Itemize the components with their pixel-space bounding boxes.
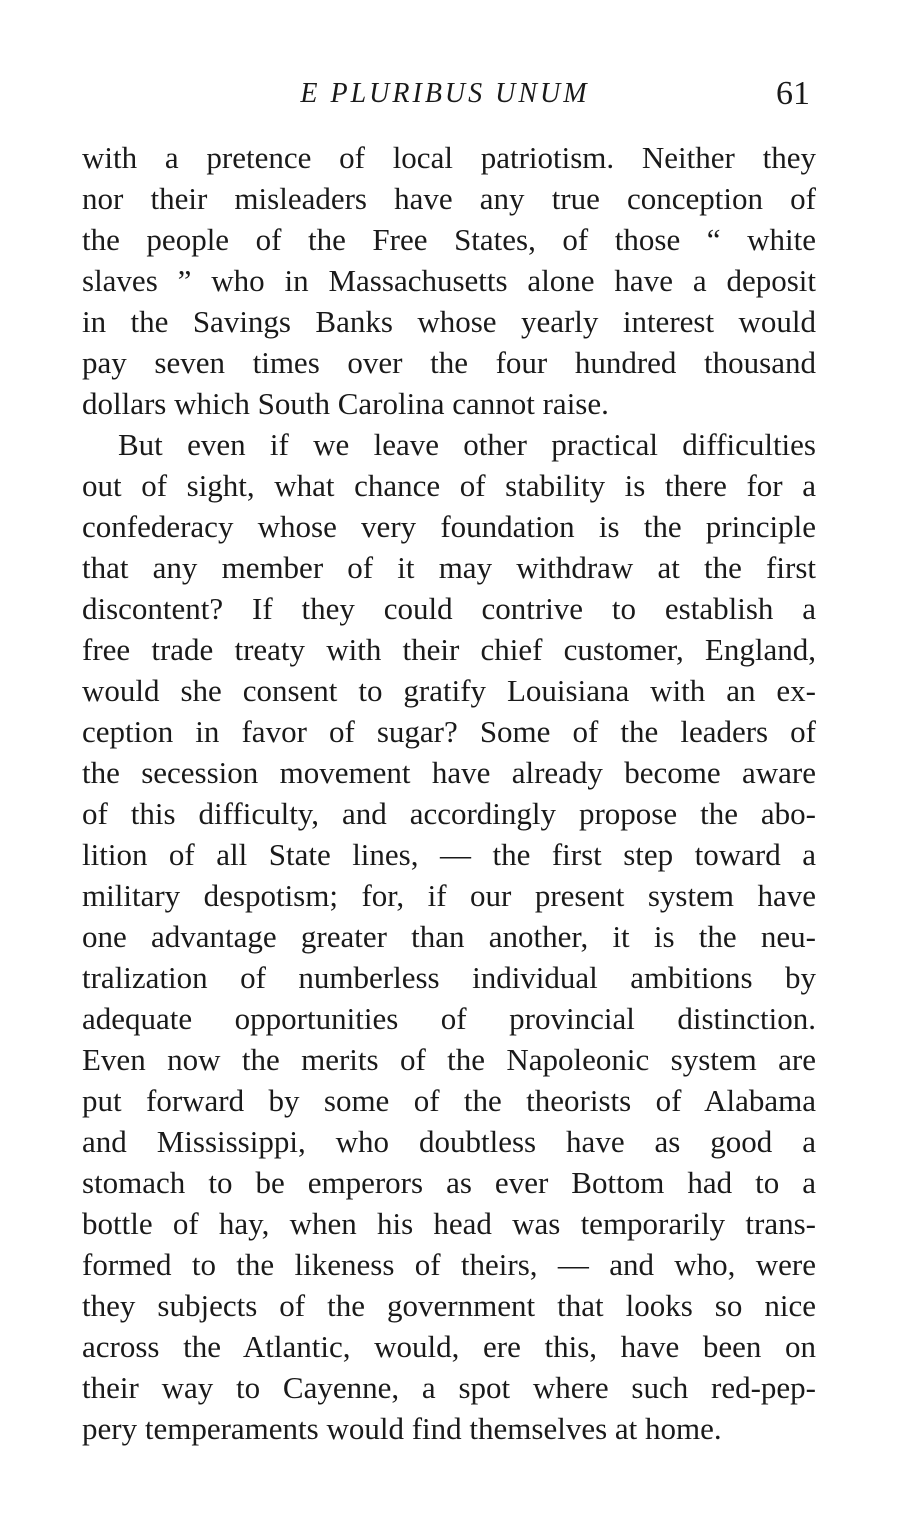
text-line: and Mississippi, who doubtless have as good a (82, 1124, 816, 1159)
text-line: discontent? If they could contrive to establish a (82, 591, 816, 626)
text-line: formed to the likeness of theirs, — and who, were (82, 1247, 816, 1282)
text-line: free trade treaty with their chief customer, England, (82, 632, 816, 667)
text-line: the people of the Free States, of those “ white (82, 222, 816, 257)
text-line: nor their misleaders have any true conception of (82, 181, 816, 216)
running-title: E PLURIBUS UNUM (300, 78, 590, 109)
text-line: would she consent to gratify Louisiana with an ex- (82, 673, 816, 708)
text-line: bottle of hay, when his head was temporarily trans- (82, 1206, 816, 1241)
text-line: military despotism; for, if our present system have (82, 878, 816, 913)
page-number: 61 (776, 75, 810, 112)
text-line: dollars which South Carolina cannot raise. (82, 386, 609, 421)
text-line: pay seven times over the four hundred thousand (82, 345, 816, 380)
paragraph-2 (82, 424, 816, 1449)
text-line: in the Savings Banks whose yearly interest would (82, 304, 816, 339)
text-line: their way to Cayenne, a spot where such red-pep- (82, 1370, 816, 1405)
paragraph-1 (82, 137, 816, 424)
text-line: tralization of numberless individual ambitions by (82, 960, 816, 995)
body-text (82, 137, 816, 1449)
text-line: slaves ” who in Massachusetts alone have a deposit (82, 263, 816, 298)
text-line: out of sight, what chance of stability is there for a (82, 468, 816, 503)
text-line: the secession movement have already become aware (82, 755, 816, 790)
text-line: stomach to be emperors as ever Bottom had to a (82, 1165, 816, 1200)
text-line: pery temperaments would find themselves at home. (82, 1411, 722, 1446)
text-line: lition of all State lines, — the first step toward a (82, 837, 816, 872)
text-line: But even if we leave other practical difficulties (118, 427, 816, 462)
text-line: Even now the merits of the Napoleonic system are (82, 1042, 816, 1077)
text-line: of this difficulty, and accordingly propose the abo- (82, 796, 816, 831)
text-line: that any member of it may withdraw at the first (82, 550, 816, 585)
text-line: put forward by some of the theorists of Alabama (82, 1083, 816, 1118)
text-line: they subjects of the government that looks so nice (82, 1288, 816, 1323)
text-line: across the Atlantic, would, ere this, have been on (82, 1329, 816, 1364)
text-line: ception in favor of sugar? Some of the leaders of (82, 714, 816, 749)
running-head (80, 72, 810, 116)
text-line: one advantage greater than another, it is the neu- (82, 919, 816, 954)
text-line: adequate opportunities of provincial distinction. (82, 1001, 816, 1036)
text-line: with a pretence of local patriotism. Neither they (82, 140, 816, 175)
text-line: confederacy whose very foundation is the principle (82, 509, 816, 544)
